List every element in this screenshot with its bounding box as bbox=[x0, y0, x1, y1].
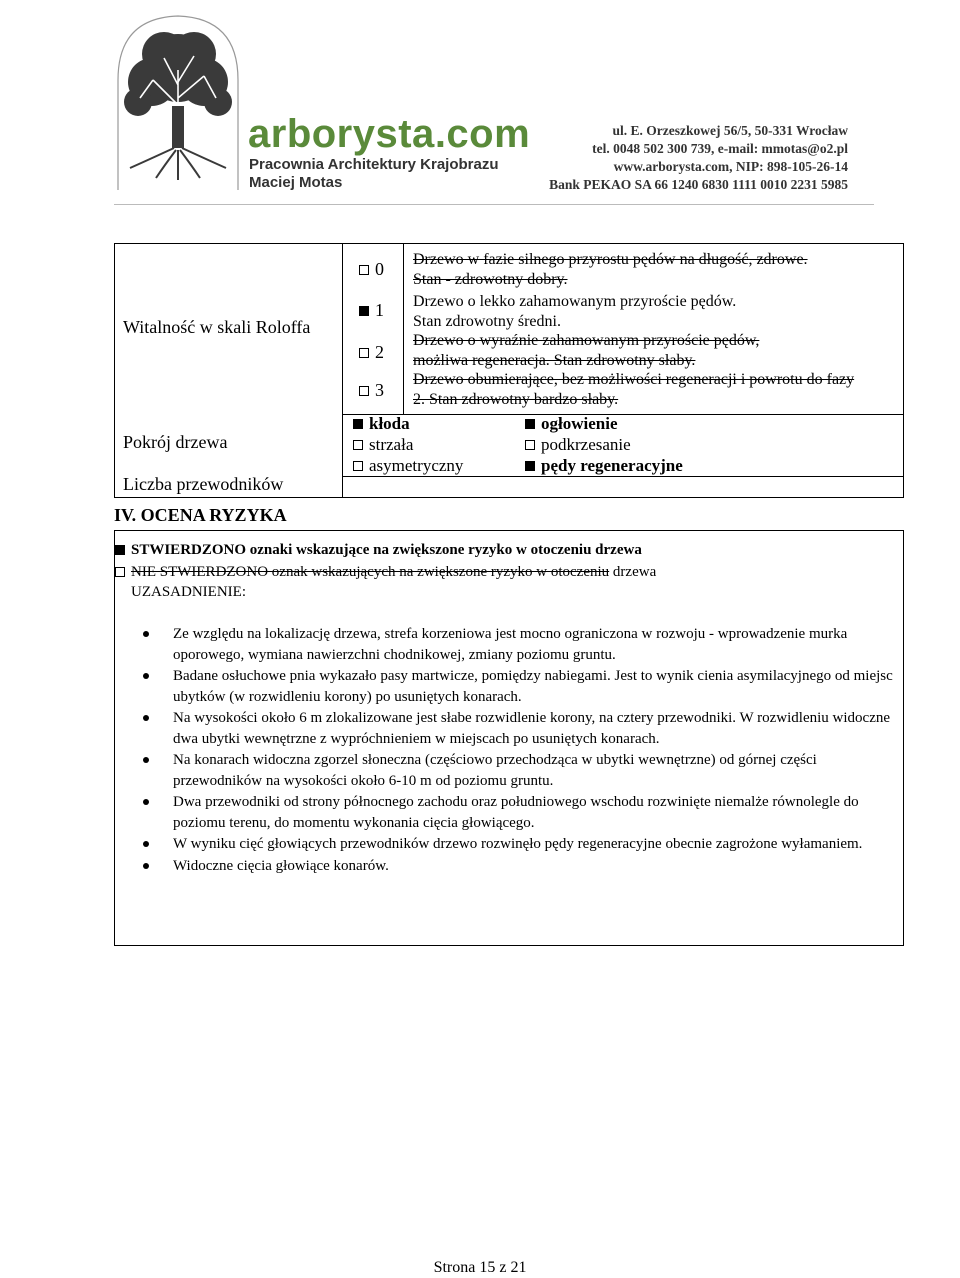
list-item: W wyniku cięć głowiących przewodników drzewo rozwinęło pędy regeneracyjne obecnie zagrożone wyłamaniem. bbox=[115, 834, 905, 855]
list-item: Badane osłuchowe pnia wykazało pasy martwicze, pomiędzy nabiegami. Jest to wynik cienia asymilacyjnego od miejsc ubytków (w rozwidleniu korony) po usuniętych konarach. bbox=[115, 666, 905, 707]
brand-logo: arborysta.com bbox=[248, 112, 531, 156]
checkbox[interactable] bbox=[353, 461, 363, 471]
justification-list bbox=[115, 624, 905, 877]
row-divider bbox=[342, 476, 904, 477]
trunk-option: kłoda bbox=[353, 413, 553, 434]
option-description: Drzewo o wyraźnie zahamowanym przyroście pędów, możliwa regeneracja. Stan zdrowotny słaby. bbox=[413, 332, 760, 369]
checkbox-1[interactable] bbox=[359, 306, 369, 316]
risk-table bbox=[114, 530, 904, 946]
page-number: Strona 15 z 21 bbox=[433, 1259, 527, 1276]
vitality-options bbox=[347, 250, 901, 414]
list-item: Na konarach widoczna zgorzel słoneczna (częściowo przechodząca w ubytki wewnętrzne) od górnej części przewodników na wysokości około 6-10 m od poziomu gruntu. bbox=[115, 750, 905, 791]
vitality-option-3 bbox=[347, 372, 901, 414]
trunk-option: strzała bbox=[353, 434, 553, 455]
option-number: 1 bbox=[375, 300, 384, 320]
justification-label: UZASADNIENIE: bbox=[131, 584, 246, 600]
column-divider bbox=[342, 244, 343, 497]
checkbox[interactable] bbox=[525, 419, 535, 429]
checkbox-2[interactable] bbox=[359, 348, 369, 358]
trunk-option: ogłowienie bbox=[525, 413, 785, 434]
checkbox[interactable] bbox=[525, 461, 535, 471]
checkbox-not-found[interactable] bbox=[115, 567, 125, 577]
not-found-option: NIE STWIERDZONO oznak wskazujących na zwiększone ryzyko w otoczeniu drzewa bbox=[115, 564, 656, 581]
checkbox[interactable] bbox=[353, 419, 363, 429]
option-description: Drzewo o lekko zahamowanym przyroście pędów. Stan zdrowotny średni. bbox=[413, 293, 737, 330]
contact-info: ul. E. Orzeszkowej 56/5, 50-331 Wrocław tel. 0048 502 300 739, e-mail: mmotas@o2.pl www.arborysta.com, NIP: 898-105-26-14 Bank PEKAO SA 66 1240 6830 1111 0010 2231 5985 bbox=[549, 123, 848, 192]
checkbox-3[interactable] bbox=[359, 386, 369, 396]
checkbox[interactable] bbox=[525, 440, 535, 450]
trunk-label: Pokrój drzewa bbox=[123, 432, 228, 452]
header-divider bbox=[114, 204, 874, 205]
option-description: Drzewo w fazie silnego przyrostu pędów na długość, zdrowe. Stan - zdrowotny dobry. bbox=[413, 251, 808, 288]
vitality-label: Witalność w skali Roloffa bbox=[123, 317, 311, 337]
list-item: Dwa przewodniki od strony północnego zachodu oraz południowego wschodu rozwinięte niemalże równolegle do poziomu terenu, do momentu wykonania cięcia głowiącego. bbox=[115, 792, 905, 833]
risk-heading: IV. OCENA RYZYKA bbox=[114, 505, 287, 525]
option-description: Drzewo obumierające, bez możliwości regeneracji i powrotu do fazy 2. Stan zdrowotny bardzo słaby. bbox=[413, 371, 855, 408]
option-number: 2 bbox=[375, 342, 384, 362]
checkbox-0[interactable] bbox=[359, 265, 369, 275]
list-item: Na wysokości około 6 m zlokalizowane jest słabe rozwidlenie korony, na cztery przewodniki. W rozwidleniu widoczne dwa ubytki wewnętrzne z wypróchnieniem w miejscach po usuniętych konarach. bbox=[115, 708, 905, 749]
trunk-option: asymetryczny bbox=[353, 455, 553, 476]
found-option: STWIERDZONO oznaki wskazujące na zwiększone ryzyko w otoczeniu drzewa bbox=[115, 542, 642, 559]
studio-name: Pracownia Architektury Krajobrazu Maciej Motas bbox=[249, 156, 499, 191]
list-item: Ze względu na lokalizację drzewa, strefa korzeniowa jest mocno ograniczona w rozwoju - wprowadzenie murka oporowego, wymiana nawierzchni chodnikowej, zmiany poziomu gruntu. bbox=[115, 624, 905, 665]
tree-logo-icon bbox=[108, 10, 248, 190]
trunk-col-1 bbox=[353, 413, 553, 476]
vitality-option-2 bbox=[347, 332, 901, 372]
trunk-col-2 bbox=[525, 413, 785, 476]
vitality-option-1 bbox=[347, 292, 901, 332]
option-number: 3 bbox=[375, 380, 384, 400]
checkbox[interactable] bbox=[353, 440, 363, 450]
vitality-option-0 bbox=[347, 250, 901, 292]
trunk-option: pędy regeneracyjne bbox=[525, 455, 785, 476]
assessment-table bbox=[114, 243, 904, 498]
option-number: 0 bbox=[375, 259, 384, 279]
leaders-label: Liczba przewodników bbox=[123, 474, 284, 494]
trunk-option: podkrzesanie bbox=[525, 434, 785, 455]
checkbox-found[interactable] bbox=[115, 545, 125, 555]
list-item: Widoczne cięcia głowiące konarów. bbox=[115, 856, 905, 877]
